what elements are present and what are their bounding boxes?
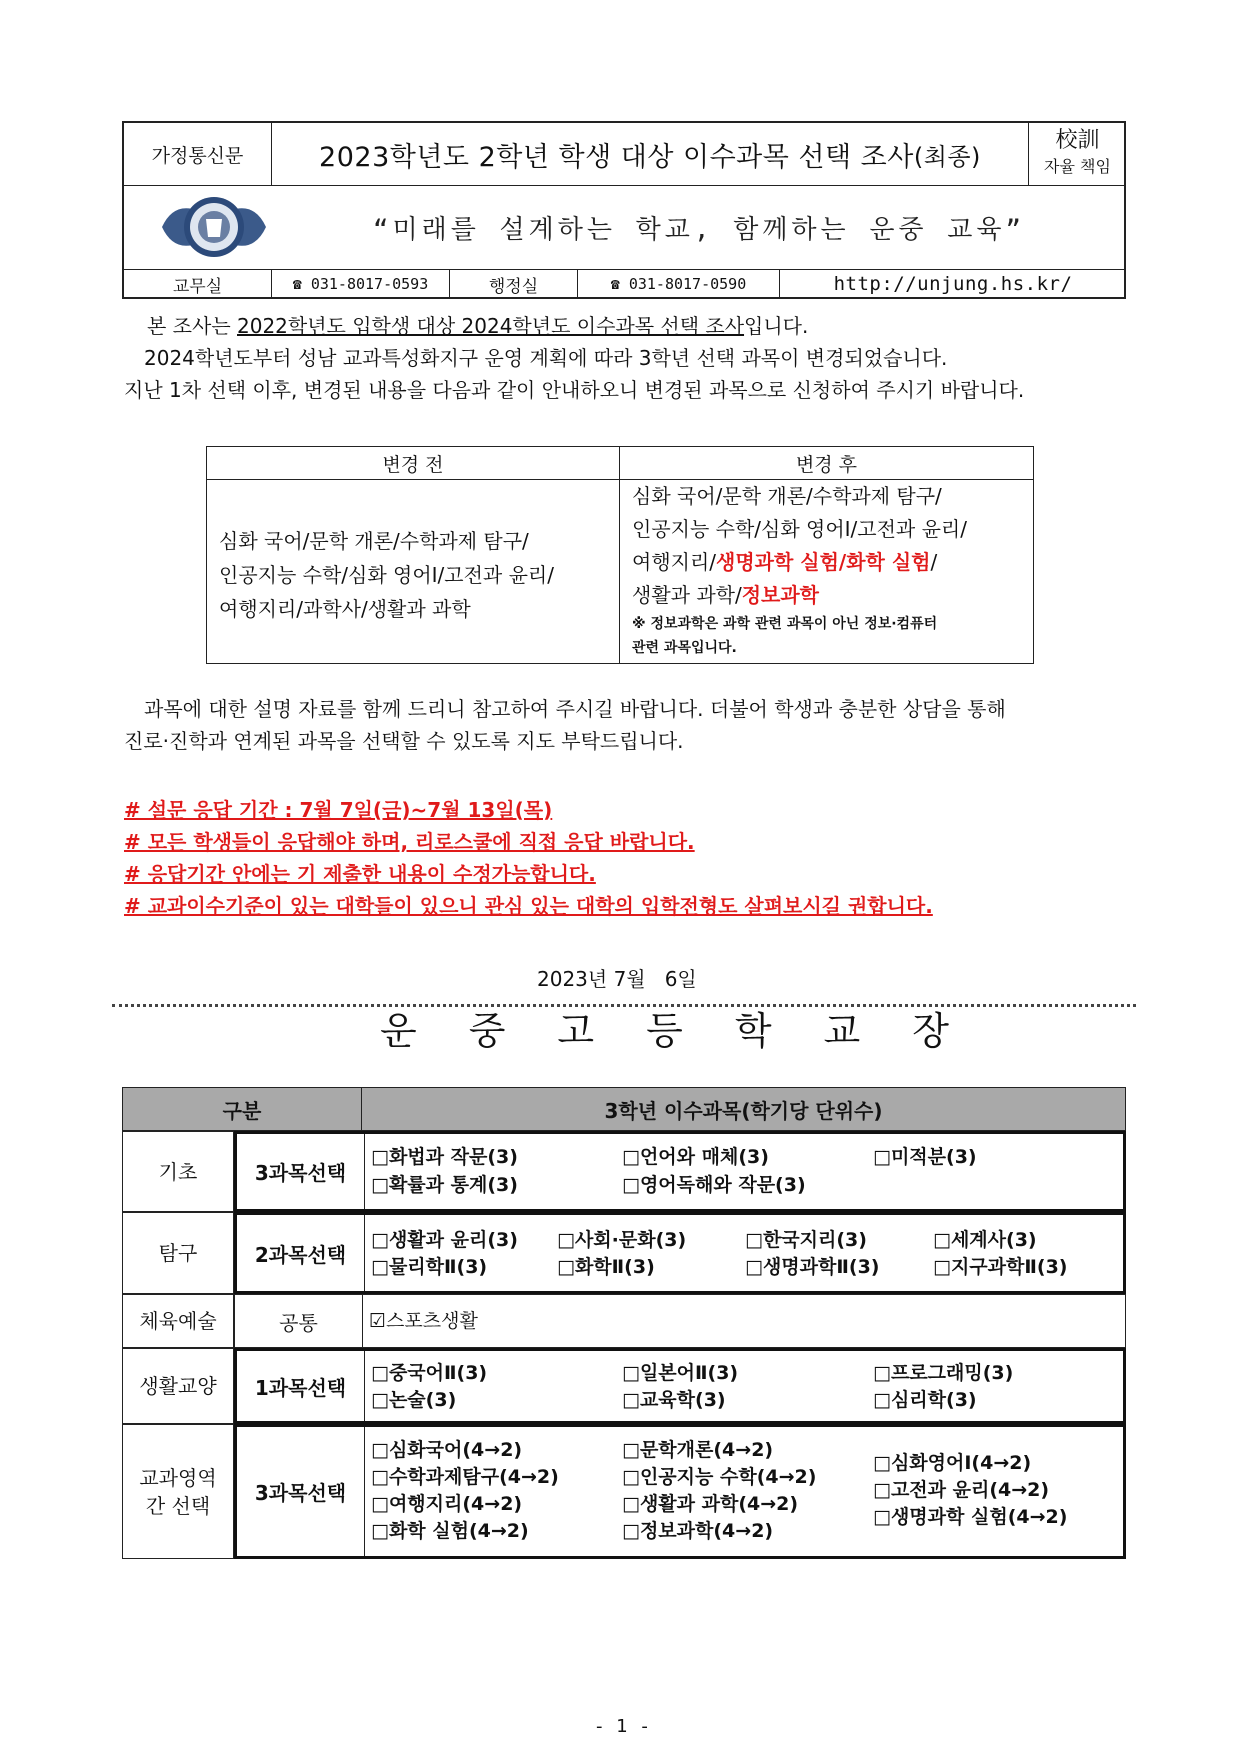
- guide-line1: 과목에 대한 설명 자료를 함께 드리니 참고하여 주시길 바랍니다. 더불어 학생과 충분한 상담을 통해: [144, 697, 1006, 721]
- after-header: 변경 후: [795, 453, 858, 476]
- motto-line2: 자율 책임: [1044, 157, 1111, 176]
- document-title-main: 2023학년도 2학년 학생 대상 이수과목 선택 조사: [319, 141, 914, 173]
- course-checkbox[interactable]: □사회·문화(3): [557, 1229, 687, 1251]
- course-checkbox[interactable]: □미적분(3): [873, 1146, 977, 1168]
- document-title-suffix: (최종): [913, 142, 981, 171]
- course-checkbox[interactable]: □프로그래밍(3): [873, 1362, 1014, 1384]
- course-checkbox[interactable]: □고전과 윤리(4→2): [873, 1479, 1050, 1501]
- before-line: 심화 국어/문학 개론/수학과제 탐구/: [219, 529, 529, 553]
- office2-label: 행정실: [450, 269, 578, 299]
- sports-life-checkbox[interactable]: ☑스포츠생활: [369, 1310, 478, 1332]
- row-category-arts-pe: 체육예술: [122, 1294, 234, 1348]
- col-header-category: 구분: [122, 1087, 362, 1131]
- row-basic-options: [234, 1131, 1126, 1212]
- row-category-cross-subject: [122, 1424, 234, 1559]
- info-science-highlight: 정보과학: [741, 583, 819, 607]
- course-selection-table: [122, 1087, 1126, 1560]
- course-checkbox[interactable]: □확률과 통계(3): [371, 1174, 518, 1196]
- row-inquiry-options: [234, 1212, 1126, 1294]
- row-category-basic: 기초: [122, 1131, 234, 1212]
- intro-line2: 2024학년도부터 성남 교과특성화지구 운영 계획에 따라 3학년 선택 과목이 변경되었습니다.: [144, 346, 948, 370]
- intro-line3: 지난 1차 선택 이후, 변경된 내용을 다음과 같이 안내하오니 변경된 과목으로 신청하여 주시기 바랍니다.: [124, 378, 1025, 402]
- page-number: - 1 -: [596, 1716, 652, 1737]
- row-cross-subject-options: [234, 1424, 1126, 1559]
- issue-date: 2023년 7월 6일: [537, 967, 697, 991]
- intro-line1-underlined: 2022학년도 입학생 대상 2024학년도 이수과목 선택 조사: [237, 314, 745, 338]
- course-checkbox[interactable]: □일본어Ⅱ(3): [622, 1362, 739, 1384]
- col-header-courses: 3학년 이수과목(학기당 단위수): [361, 1087, 1126, 1131]
- selection-count: 3과목선택: [237, 1134, 365, 1209]
- course-checkbox[interactable]: □논술(3): [371, 1389, 457, 1411]
- row-arts-pe-options: [234, 1294, 1126, 1348]
- header-contact-row: [124, 269, 1124, 299]
- newsletter-label: 가정통신문: [124, 123, 272, 185]
- office1-phone: ☎ 031-8017-0593: [272, 269, 450, 299]
- intro-line1-pre: 본 조사는: [147, 314, 237, 338]
- before-subjects: [207, 480, 620, 663]
- notice-text: # 응답기간 안에는 기 제출한 내용이 수정가능합니다.: [124, 862, 596, 886]
- course-checkbox[interactable]: □생명과학 실험(4→2): [873, 1506, 1068, 1528]
- course-checkbox[interactable]: □중국어Ⅱ(3): [371, 1362, 488, 1384]
- notice-university-criteria: [124, 890, 933, 922]
- row-category-inquiry: 탐구: [122, 1212, 234, 1294]
- course-checkbox[interactable]: □지구과학Ⅱ(3): [933, 1256, 1068, 1278]
- notice-text: # 설문 응답 기간 : 7월 7일(금)~7월 13일(목): [124, 798, 553, 822]
- before-line: 여행지리/과학사/생활과 과학: [219, 597, 471, 621]
- after-line: 인공지능 수학/심화 영어Ⅰ/고전과 윤리/: [632, 517, 967, 541]
- course-checkbox[interactable]: □심화영어Ⅰ(4→2): [873, 1452, 1032, 1474]
- selection-count: 2과목선택: [237, 1215, 365, 1291]
- course-checkbox[interactable]: □화학Ⅱ(3): [557, 1256, 655, 1278]
- intro-line1-post: 입니다.: [744, 314, 809, 338]
- notice-response-period: [124, 794, 552, 826]
- course-checkbox[interactable]: □심리학(3): [873, 1389, 977, 1411]
- course-checkbox[interactable]: □여행지리(4→2): [371, 1493, 523, 1515]
- selection-count: 1과목선택: [237, 1351, 365, 1421]
- school-motto: [1029, 123, 1126, 185]
- school-principal-signature: 운중고등학교장: [380, 1009, 1001, 1053]
- category-line2: 간 선택: [145, 1493, 211, 1518]
- course-checkbox[interactable]: □언어와 매체(3): [622, 1146, 769, 1168]
- office2-phone: ☎ 031-8017-0590: [578, 269, 780, 299]
- note-line1: ※ 정보과학은 과학 관련 과목이 아닌 정보·컴퓨터: [632, 616, 938, 632]
- selection-common: 공통: [235, 1295, 363, 1347]
- after-line3-pre: 여행지리/: [632, 550, 717, 574]
- office1-label: 교무실: [124, 269, 272, 299]
- notice-text: # 교과이수기준이 있는 대학들이 있으니 관심 있는 대학의 입학전형도 살펴보시길 권합니다.: [124, 894, 933, 918]
- row-category-liberal-arts: 생활교양: [122, 1348, 234, 1424]
- subject-change-table: [206, 446, 1034, 664]
- course-checkbox[interactable]: □수학과제탐구(4→2): [371, 1466, 559, 1488]
- new-subjects-highlight: 생명과학 실험/화학 실험: [716, 550, 931, 574]
- change-table-body: [207, 480, 1033, 663]
- note-line2: 관련 과목입니다.: [632, 640, 737, 656]
- notice-text: # 모든 학생들이 응답해야 하며, 리로스쿨에 직접 응답 바랍니다.: [124, 830, 695, 854]
- course-checkbox[interactable]: □심화국어(4→2): [371, 1439, 523, 1461]
- course-checkbox[interactable]: □화법과 작문(3): [371, 1146, 518, 1168]
- after-line3-post: /: [930, 550, 938, 574]
- guide-line2: 진로·진학과 연계된 과목을 선택할 수 있도록 지도 부탁드립니다.: [124, 729, 684, 753]
- course-checkbox[interactable]: □교육학(3): [622, 1389, 726, 1411]
- course-checkbox[interactable]: □물리학Ⅱ(3): [371, 1256, 488, 1278]
- course-checkbox[interactable]: □문학개론(4→2): [622, 1439, 774, 1461]
- course-checkbox[interactable]: □인공지능 수학(4→2): [622, 1466, 817, 1488]
- school-url-link[interactable]: http://unjung.hs.kr/: [833, 273, 1073, 295]
- header-slogan-row: [124, 185, 1124, 270]
- newsletter-header: [122, 121, 1126, 299]
- school-slogan: “미래를 설계하는 학교, 함께하는 운중 교육”: [372, 214, 1026, 245]
- course-checkbox[interactable]: □생활과 윤리(3): [371, 1229, 518, 1251]
- category-line1: 교과영역: [139, 1465, 217, 1490]
- before-line: 인공지능 수학/심화 영어Ⅰ/고전과 윤리/: [219, 563, 554, 587]
- course-checkbox[interactable]: □영어독해와 작문(3): [622, 1174, 806, 1196]
- header-title-row: [124, 123, 1124, 186]
- motto-line1: 校訓: [1055, 128, 1100, 153]
- after-subjects: [620, 480, 1033, 663]
- after-line4-pre: 생활과 과학/: [632, 583, 742, 607]
- after-line: [632, 579, 1027, 612]
- course-checkbox[interactable]: □정보과학(4→2): [622, 1520, 774, 1542]
- course-checkbox[interactable]: □세계사(3): [933, 1229, 1037, 1251]
- after-line: 심화 국어/문학 개론/수학과제 탐구/: [632, 484, 942, 508]
- course-checkbox[interactable]: □화학 실험(4→2): [371, 1520, 529, 1542]
- course-checkbox[interactable]: □생활과 과학(4→2): [622, 1493, 799, 1515]
- before-header: 변경 전: [207, 447, 620, 479]
- selection-count: 3과목선택: [237, 1427, 365, 1556]
- course-checkbox[interactable]: □생명과학Ⅱ(3): [745, 1256, 880, 1278]
- change-table-header: [207, 447, 1033, 480]
- notice-all-students: [124, 826, 695, 858]
- document-title: [272, 123, 1029, 185]
- notice-editable: [124, 858, 596, 890]
- course-checkbox[interactable]: □한국지리(3): [745, 1229, 867, 1251]
- intro-line1: [147, 310, 808, 342]
- school-emblem-icon: [154, 191, 274, 263]
- after-line: [632, 546, 1027, 579]
- row-liberal-arts-options: [234, 1348, 1126, 1424]
